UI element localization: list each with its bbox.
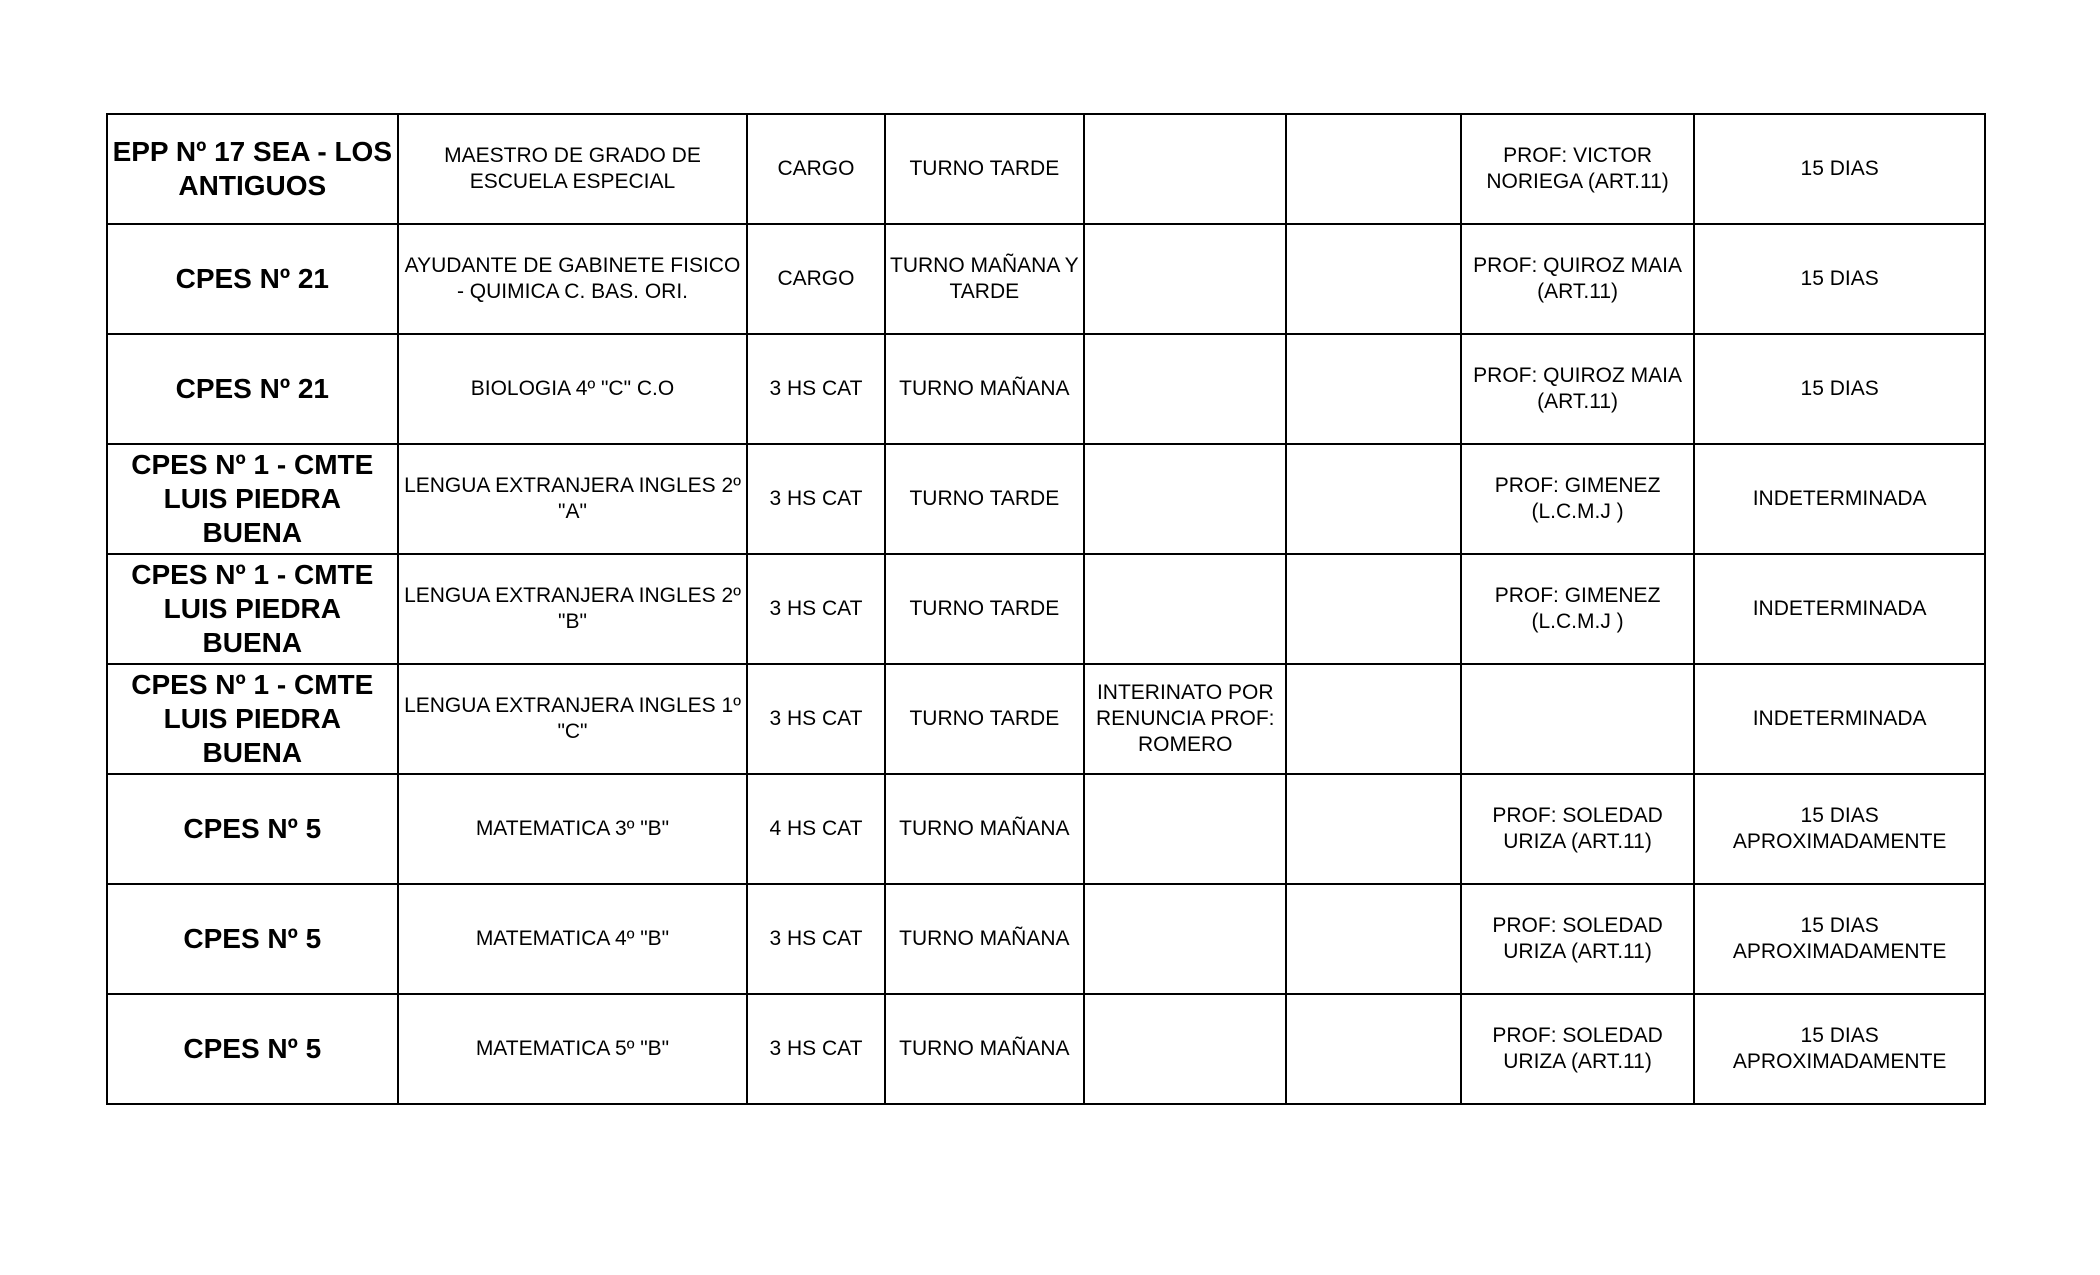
extra-cell — [1286, 554, 1460, 664]
shift-cell: TURNO TARDE — [885, 444, 1084, 554]
extra-cell — [1286, 114, 1460, 224]
shift-cell: TURNO TARDE — [885, 554, 1084, 664]
table-row — [107, 444, 1985, 554]
extra-cell — [1286, 224, 1460, 334]
school-cell: EPP Nº 17 SEA - LOS ANTIGUOS — [107, 114, 398, 224]
school-cell: CPES Nº 5 — [107, 994, 398, 1104]
hours-cell: 3 HS CAT — [747, 664, 884, 774]
extra-cell — [1286, 884, 1460, 994]
replacing-cell: PROF: QUIROZ MAIA (ART.11) — [1461, 334, 1694, 444]
school-cell: CPES Nº 1 - CMTE LUIS PIEDRA BUENA — [107, 664, 398, 774]
table-row — [107, 554, 1985, 664]
extra-cell — [1286, 774, 1460, 884]
table-row — [107, 774, 1985, 884]
notes-cell — [1084, 884, 1286, 994]
replacing-cell: PROF: SOLEDAD URIZA (ART.11) — [1461, 994, 1694, 1104]
subject-cell: MATEMATICA 4º "B" — [398, 884, 748, 994]
notes-cell — [1084, 114, 1286, 224]
notes-cell — [1084, 444, 1286, 554]
school-cell: CPES Nº 21 — [107, 334, 398, 444]
notes-cell — [1084, 554, 1286, 664]
shift-cell: TURNO MAÑANA — [885, 334, 1084, 444]
table-row — [107, 664, 1985, 774]
replacing-cell — [1461, 664, 1694, 774]
duration-cell: 15 DIAS APROXIMADAMENTE — [1694, 884, 1985, 994]
extra-cell — [1286, 334, 1460, 444]
duration-cell: INDETERMINADA — [1694, 664, 1985, 774]
hours-cell: 3 HS CAT — [747, 334, 884, 444]
duration-cell: 15 DIAS — [1694, 334, 1985, 444]
hours-cell: 3 HS CAT — [747, 994, 884, 1104]
notes-cell: INTERINATO POR RENUNCIA PROF: ROMERO — [1084, 664, 1286, 774]
replacing-cell: PROF: SOLEDAD URIZA (ART.11) — [1461, 884, 1694, 994]
table-row — [107, 114, 1985, 224]
school-cell: CPES Nº 1 - CMTE LUIS PIEDRA BUENA — [107, 554, 398, 664]
table-row — [107, 334, 1985, 444]
shift-cell: TURNO MAÑANA — [885, 774, 1084, 884]
subject-cell: BIOLOGIA 4º "C" C.O — [398, 334, 748, 444]
shift-cell: TURNO MAÑANA — [885, 884, 1084, 994]
hours-cell: 3 HS CAT — [747, 444, 884, 554]
hours-cell: 3 HS CAT — [747, 554, 884, 664]
duration-cell: 15 DIAS APROXIMADAMENTE — [1694, 774, 1985, 884]
notes-cell — [1084, 334, 1286, 444]
table-row — [107, 884, 1985, 994]
duration-cell: INDETERMINADA — [1694, 444, 1985, 554]
subject-cell: MATEMATICA 5º "B" — [398, 994, 748, 1104]
replacing-cell: PROF: VICTOR NORIEGA (ART.11) — [1461, 114, 1694, 224]
school-cell: CPES Nº 1 - CMTE LUIS PIEDRA BUENA — [107, 444, 398, 554]
replacing-cell: PROF: GIMENEZ (L.C.M.J ) — [1461, 554, 1694, 664]
vacancies-table — [106, 113, 1986, 1105]
school-cell: CPES Nº 5 — [107, 884, 398, 994]
subject-cell: LENGUA EXTRANJERA INGLES 2º "A" — [398, 444, 748, 554]
table-row — [107, 994, 1985, 1104]
shift-cell: TURNO TARDE — [885, 114, 1084, 224]
subject-cell: LENGUA EXTRANJERA INGLES 1º "C" — [398, 664, 748, 774]
extra-cell — [1286, 444, 1460, 554]
shift-cell: TURNO TARDE — [885, 664, 1084, 774]
hours-cell: CARGO — [747, 114, 884, 224]
subject-cell: MAESTRO DE GRADO DE ESCUELA ESPECIAL — [398, 114, 748, 224]
replacing-cell: PROF: GIMENEZ (L.C.M.J ) — [1461, 444, 1694, 554]
shift-cell: TURNO MAÑANA — [885, 994, 1084, 1104]
replacing-cell: PROF: SOLEDAD URIZA (ART.11) — [1461, 774, 1694, 884]
duration-cell: 15 DIAS APROXIMADAMENTE — [1694, 994, 1985, 1104]
table-row — [107, 224, 1985, 334]
hours-cell: CARGO — [747, 224, 884, 334]
notes-cell — [1084, 774, 1286, 884]
notes-cell — [1084, 224, 1286, 334]
duration-cell: INDETERMINADA — [1694, 554, 1985, 664]
subject-cell: LENGUA EXTRANJERA INGLES 2º "B" — [398, 554, 748, 664]
shift-cell: TURNO MAÑANA Y TARDE — [885, 224, 1084, 334]
school-cell: CPES Nº 21 — [107, 224, 398, 334]
hours-cell: 3 HS CAT — [747, 884, 884, 994]
subject-cell: MATEMATICA 3º "B" — [398, 774, 748, 884]
duration-cell: 15 DIAS — [1694, 114, 1985, 224]
extra-cell — [1286, 994, 1460, 1104]
school-cell: CPES Nº 5 — [107, 774, 398, 884]
notes-cell — [1084, 994, 1286, 1104]
subject-cell: AYUDANTE DE GABINETE FISICO - QUIMICA C. BAS. ORI. — [398, 224, 748, 334]
replacing-cell: PROF: QUIROZ MAIA (ART.11) — [1461, 224, 1694, 334]
extra-cell — [1286, 664, 1460, 774]
duration-cell: 15 DIAS — [1694, 224, 1985, 334]
hours-cell: 4 HS CAT — [747, 774, 884, 884]
